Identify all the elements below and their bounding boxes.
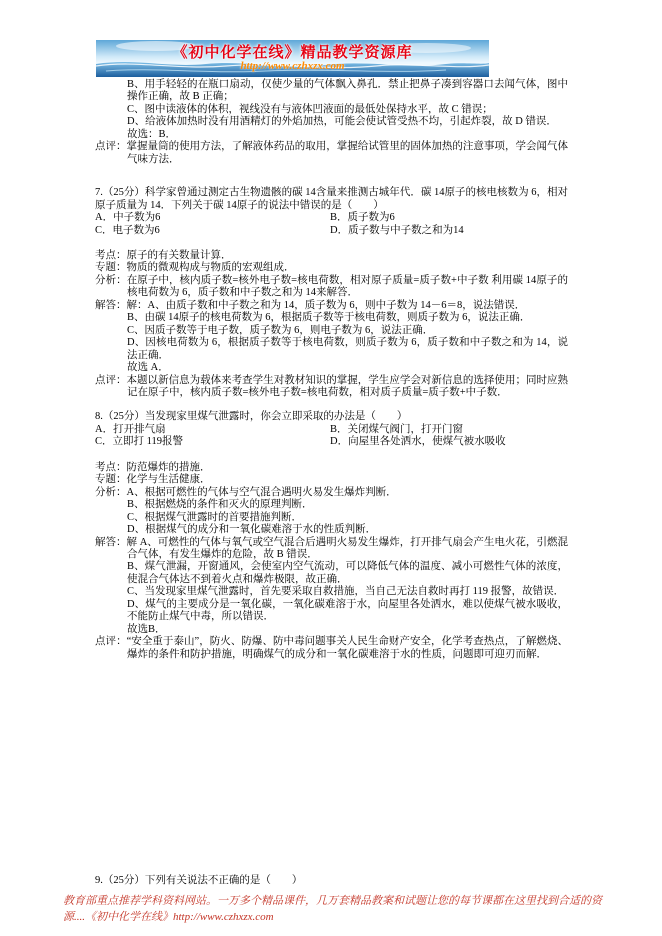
comment-block: 点评：本题以新信息为载体来考查学生对教材知识的掌握，学生应学会对新信息的选择使用；同时应熟记在原子中，核内质子数=核外电子数=核电荷数，相对质子质量=质子数+中子数． bbox=[95, 374, 568, 398]
question-8-options-ab bbox=[95, 424, 568, 436]
option-item: C．电子数为6 bbox=[95, 224, 160, 236]
analysis-block: 分析：在原子中，核内质子数=核外电子数=核电荷数，相对原子质量=质子数+中子数 利用碳 14原子的核电荷数为 6，质子数和中子数之和为 14来解答． bbox=[95, 274, 568, 299]
answer-line-b: B、用手轻轻的在瓶口扇动，仅使少量的气体飘入鼻孔．禁止把鼻子凑到容器口去闻气体，图中操作正确，故 B 正确； bbox=[127, 79, 568, 103]
answer-line-b: B、由碳 14原子的核电荷数为 6，根据质子数等于核电荷数，则质子数为 6，说法正确． bbox=[127, 312, 531, 324]
document-body bbox=[95, 79, 568, 661]
answer-choice: 故选 A． bbox=[127, 362, 169, 374]
question-7-stem: 7.（25分）科学家曾通过测定古生物遗骸的碳 14含量来推测古城年代．碳 14原子的核电核数为 6，相对原子质量为 14．下列关于碳 14原子的说法中错误的是（ ） bbox=[95, 187, 568, 211]
answer-line-d: D、煤气的主要成分是一氧化碳，一氧化碳难溶于水，向屋里各处洒水，难以使煤气被水吸收，不能防止煤气中毒，所以错误． bbox=[127, 598, 568, 623]
option-item: D．向屋里各处洒水，使煤气被水吸收 bbox=[330, 436, 506, 448]
points-block: 考点：原子的有关数量计算． bbox=[95, 249, 232, 261]
answer-line-b: B、煤气泄漏，开窗通风，会使室内空气流动，可以降低气体的温度、减小可燃性气体的浓度，使混合气体达不到着火点和爆炸极限，故正确． bbox=[127, 561, 568, 585]
answer-choice: 故选：B． bbox=[127, 128, 177, 140]
answer-block: 解答：解：A、由质子数和中子数之和为 14，质子数为 6，则中子数为 14－6＝8，说法错误． bbox=[95, 299, 526, 311]
analysis-block: 分析：A、根据可燃性的气体与空气混合遇明火易发生爆炸判断． bbox=[95, 486, 397, 498]
question-7-options-cd bbox=[95, 225, 568, 237]
analysis-line-b: B、根据燃烧的条件和灭火的原理判断． bbox=[127, 499, 313, 511]
option-item: A．打开排气扇 bbox=[95, 423, 166, 435]
answer-line-d: D、给液体加热时没有用酒精灯的外焰加热，可能会使试管受热不均，引起炸裂，故 D 错误． bbox=[127, 116, 557, 128]
option-item: C．立即打 119报警 bbox=[95, 436, 183, 448]
question-9-stem: 9.（25分）下列有关说法不正确的是（ ） bbox=[95, 875, 303, 886]
answer-line-d: D、因核电荷数为 6，根据质子数等于核电荷数，则质子数为 6，质子数和中子数之和为 14，说法正确． bbox=[127, 337, 568, 361]
site-banner[interactable] bbox=[96, 40, 489, 77]
option-item: B．质子数为6 bbox=[330, 212, 395, 224]
banner-url-link[interactable]: http://www.czhxzx.com bbox=[240, 60, 345, 72]
points-block: 考点：防范爆炸的措施． bbox=[95, 461, 211, 473]
footer-line-1: 教育部重点推荐学科资料网站。一万多个精品课件，几万套精品教案和试题让您的每节课都在这里找到合适的资 bbox=[63, 895, 602, 907]
comment-block: 点评：“安全重于泰山”，防火、防爆、防中毒问题事关人民生命财产安全，化学考查热点，了解燃烧、爆炸的条件和防护措施，明确煤气的成分和一氧化碳难溶于水的性质，问题即可迎刃而解． bbox=[95, 636, 568, 660]
option-item: A．中子数为6 bbox=[95, 212, 161, 224]
question-8-options-cd bbox=[95, 436, 568, 448]
answer-choice: 故选B． bbox=[127, 623, 166, 635]
question-8-stem: 8.（25分）当发现家里煤气泄露时，你会立即采取的办法是（ ） bbox=[95, 411, 408, 423]
analysis-line-d: D、根据煤气的成分和一氧化碳难溶于水的性质判断． bbox=[127, 524, 377, 536]
topic-block: 专题：物质的微观构成与物质的宏观组成． bbox=[95, 262, 295, 274]
answer-line-c: C、当发现家里煤气泄露时，首先要采取自救措施，当自己无法自救时再打 119 报警，故错误． bbox=[127, 586, 565, 598]
footer-line-2[interactable]: 源....《初中化学在线》http://www.czhxzx.com bbox=[63, 910, 274, 923]
analysis-line-c: C、根据煤气泄露时的首要措施判断． bbox=[127, 511, 303, 523]
answer-line-c: C、图中读液体的体积，视线没有与液体凹液面的最低处保持水平，故 C 错误； bbox=[127, 103, 493, 115]
question-7-options-ab bbox=[95, 212, 568, 224]
banner-title: 《初中化学在线》精品教学资源库 bbox=[172, 45, 413, 61]
option-item: B．关闭煤气阀门，打开门窗 bbox=[330, 423, 464, 435]
answer-block: 解答：解 A、可燃性的气体与氧气或空气混合后遇明火易发生爆炸，打开排气扇会产生电火花，引燃混合气体，有发生爆炸的危险，故 B 错误． bbox=[95, 536, 568, 560]
topic-block: 专题：化学与生活健康． bbox=[95, 474, 211, 486]
answer-line-c: C、因质子数等于电子数，质子数为 6，则电子数为 6，说法正确． bbox=[127, 324, 434, 336]
footer-promo bbox=[63, 894, 623, 925]
comment-block: 点评：掌握量筒的使用方法，了解液体药品的取用，掌握给试管里的固体加热的注意事项，学会闻气体气味方法． bbox=[95, 141, 568, 165]
option-item: D．质子数与中子数之和为14 bbox=[330, 224, 464, 236]
